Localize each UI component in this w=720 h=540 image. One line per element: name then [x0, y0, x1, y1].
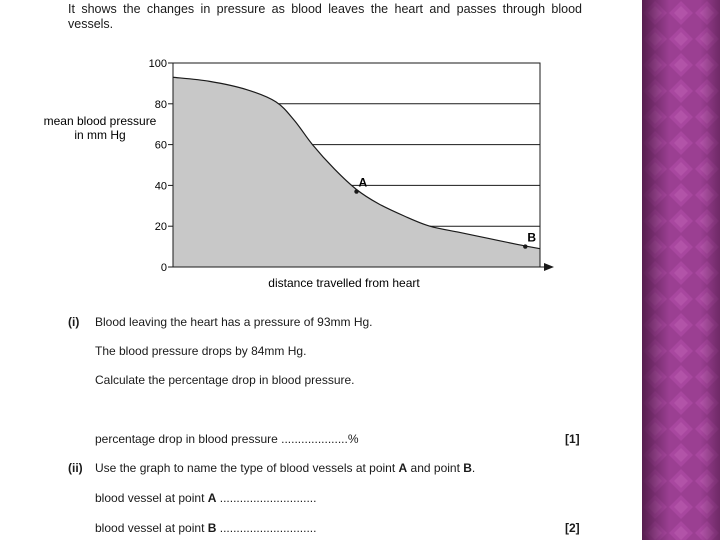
answer-a-point: A	[207, 491, 217, 505]
question-2-point-b: B	[463, 461, 472, 475]
point-a-marker	[354, 189, 358, 193]
y-axis-label-line2: in mm Hg	[74, 128, 126, 142]
question-1-number: (i)	[68, 315, 80, 329]
y-tick-label-80: 80	[154, 98, 167, 111]
answer-b-point: B	[207, 521, 217, 535]
answer-b-blank[interactable]: .............................	[216, 521, 317, 535]
question-2-text	[95, 461, 475, 475]
question-1-answer-blank[interactable]: ....................%	[281, 432, 359, 446]
answer-a-blank[interactable]: .............................	[216, 491, 317, 505]
point-b-marker	[523, 244, 527, 248]
intro-text: It shows the changes in pressure as blood leaves the heart and passes through blood vessels.	[68, 2, 582, 31]
y-tick-label-100: 100	[148, 58, 167, 70]
question-1-answer-line[interactable]	[95, 432, 359, 446]
answer-a-label: blood vessel at point	[95, 491, 208, 505]
question-1-line2: The blood pressure drops by 84mm Hg.	[95, 344, 307, 358]
question-1-line1: Blood leaving the heart has a pressure of 93mm Hg.	[95, 315, 373, 329]
y-axis-label-line1: mean blood pressure	[43, 114, 157, 128]
question-2-text-start: Use the graph to name the type of blood vessels at point	[95, 461, 399, 475]
question-2-number: (ii)	[68, 461, 83, 475]
x-axis-arrow	[544, 263, 554, 271]
y-tick-label-60: 60	[154, 139, 167, 152]
blood-pressure-chart	[0, 0, 642, 300]
answer-b-label: blood vessel at point	[95, 521, 208, 535]
point-b-label: B	[527, 230, 536, 245]
question-2-answer-a[interactable]	[95, 491, 316, 505]
y-tick-label-20: 20	[154, 221, 167, 234]
question-1-marks: [1]	[565, 432, 580, 446]
y-tick-label-40: 40	[154, 180, 167, 193]
x-axis-label: distance travelled from heart	[268, 276, 420, 290]
decorative-sidebar	[642, 0, 720, 540]
pressure-area	[173, 77, 540, 267]
question-1-line3: Calculate the percentage drop in blood pressure.	[95, 373, 355, 387]
point-a-label: A	[358, 175, 368, 190]
question-2-marks: [2]	[565, 521, 580, 535]
question-2-point-a: A	[398, 461, 408, 475]
question-2-text-mid: and point	[407, 461, 464, 475]
question-2-text-end: .	[471, 461, 476, 475]
question-2-answer-b[interactable]	[95, 521, 316, 535]
question-1-answer-label: percentage drop in blood pressure	[95, 432, 278, 446]
y-tick-label-0: 0	[160, 262, 167, 274]
